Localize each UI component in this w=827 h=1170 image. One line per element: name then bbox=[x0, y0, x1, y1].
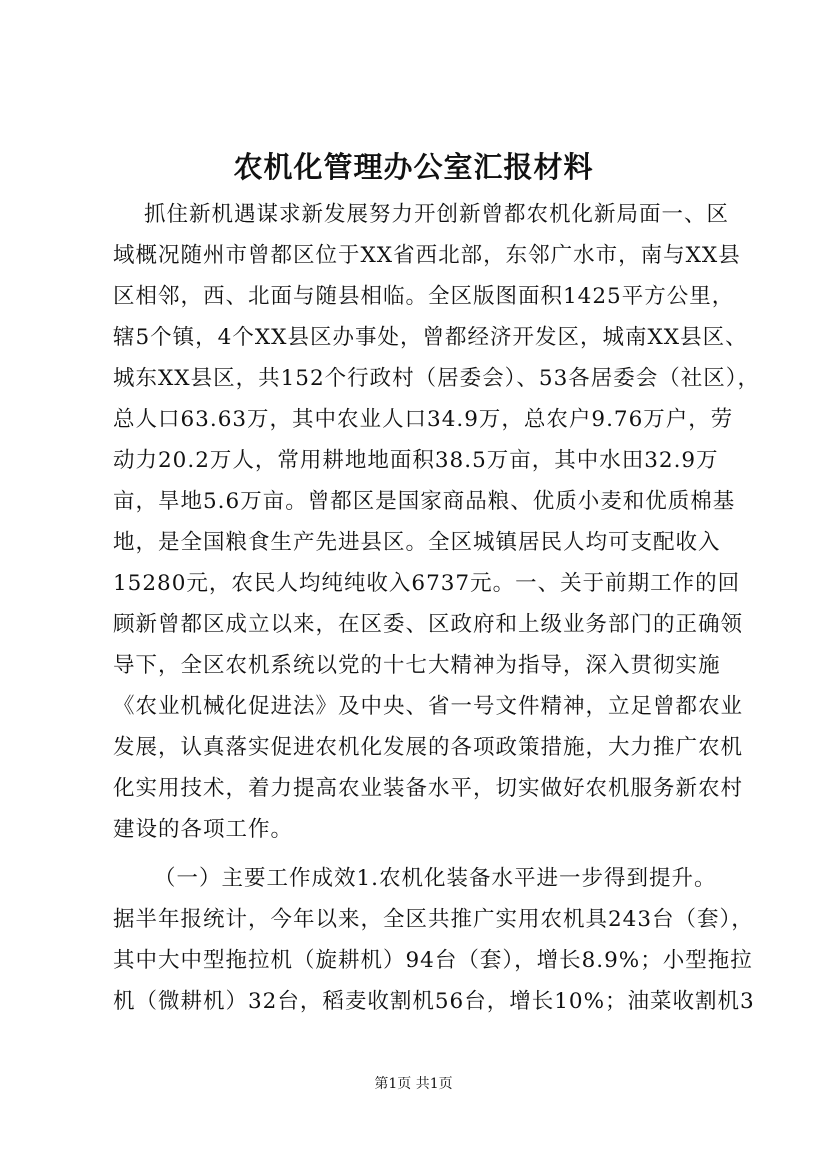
paragraph-line: 区相邻，西、北面与随县相临。全区版图面积1425平方公里， bbox=[113, 284, 735, 309]
paragraph-line: 域概况随州市曾都区位于XX省西北部，东邻广水市，南与XX县 bbox=[113, 243, 741, 268]
paragraph-line: 地，是全国粮食生产先进县区。全区城镇居民人均可支配收入 bbox=[113, 530, 721, 555]
paragraph-line: 据半年报统计，今年以来，全区共推广实用农机具243台（套）， bbox=[113, 907, 754, 932]
paragraph-line: 发展，认真落实促进农机化发展的各项政策措施，大力推广农机 bbox=[113, 735, 744, 760]
document-title: 农机化管理办公室汇报材料 bbox=[233, 150, 594, 184]
page-number: 第1页 共1页 bbox=[374, 1076, 453, 1092]
paragraph-line: 动力20.2万人，常用耕地地面积38.5万亩，其中水田32.9万 bbox=[113, 448, 719, 473]
paragraph-line: 15280元，农民人均纯纯收入6737元。一、关于前期工作的回 bbox=[113, 571, 741, 596]
paragraph-line: 化实用技术，着力提高农业装备水平，切实做好农机服务新农村 bbox=[113, 776, 744, 801]
paragraph-line: 亩，旱地5.6万亩。曾都区是国家商品粮、优质小麦和优质棉基 bbox=[113, 489, 736, 514]
paragraph-line: 总人口63.63万，其中农业人口34.9万，总农户9.76万户，劳 bbox=[113, 407, 734, 432]
paragraph-line: 机（微耕机）32台，稻麦收割机56台，增长10%；油菜收割机3 bbox=[113, 989, 755, 1014]
paragraph-line: 导下，全区农机系统以党的十七大精神为指导，深入贯彻实施 bbox=[113, 653, 721, 678]
paragraph-line: 城东XX县区，共152个行政村（居委会）、53各居委会（社区）， bbox=[113, 366, 761, 391]
paragraph-line: 顾新曾都区成立以来，在区委、区政府和上级业务部门的正确领 bbox=[113, 612, 744, 637]
paragraph-line: 其中大中型拖拉机（旋耕机）94台（套），增长8.9%；小型拖拉 bbox=[113, 948, 753, 973]
paragraph-line: 建设的各项工作。 bbox=[113, 817, 294, 842]
paragraph-line: （一）主要工作成效1.农机化装备水平进一步得到提升。 bbox=[154, 866, 717, 891]
paragraph-line: 《农业机械化促进法》及中央、省一号文件精神，立足曾都农业 bbox=[113, 694, 744, 719]
paragraph-line: 辖5个镇，4个XX县区办事处，曾都经济开发区，城南XX县区、 bbox=[113, 325, 748, 350]
paragraph-line: 抓住新机遇谋求新发展努力开创新曾都农机化新局面一、区 bbox=[144, 202, 730, 227]
